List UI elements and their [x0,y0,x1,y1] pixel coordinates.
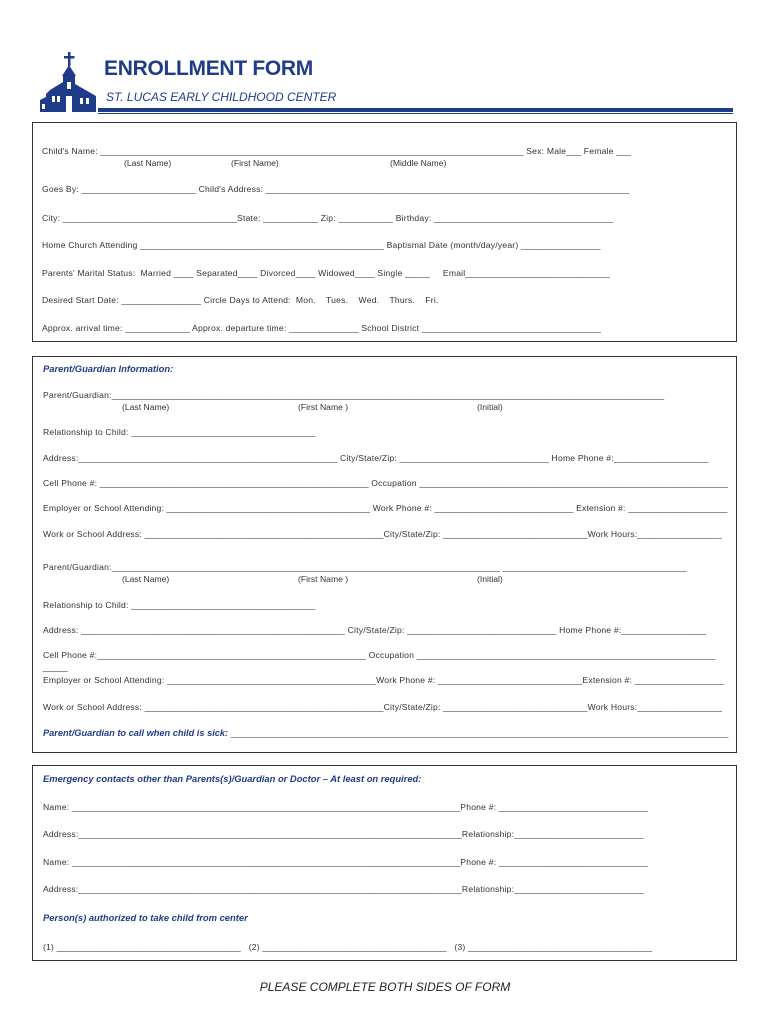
guardian1-cell-field[interactable]: Cell Phone #: ______________________________________________________ Occupation ______________________________________________________________ [43,478,729,488]
guardian1-employer-field[interactable]: Employer or School Attending: _________________________________________ Work Phone #: ____________________________ Extension #: ____________________ [43,503,728,513]
guardian1-name-field[interactable]: Parent/Guardian:_______________________________________________________________________________________________________________ [43,390,665,400]
authorized-persons-heading: Person(s) authorized to take child from center [43,912,248,923]
child-last-name-caption: (Last Name) [124,158,172,168]
church-icon [38,52,100,114]
center-name: ST. LUCAS EARLY CHILDHOOD CENTER [106,90,337,104]
guardian1-initial-caption: (Initial) [477,402,503,412]
guardian2-address-field[interactable]: Address: _____________________________________________________ City/State/Zip: ______________________________ Home Phone #:_________________ [43,625,707,635]
guardian1-first-caption: (First Name ) [298,402,349,412]
form-title: ENROLLMENT FORM [104,57,313,80]
emergency2-name-field[interactable]: Name: ______________________________________________________________________________Phone #: ______________________________ [43,857,649,867]
sick-contact-heading: Parent/Guardian to call when child is sick: [43,727,229,738]
guardian2-relationship-field[interactable]: Relationship to Child: _____________________________________ [43,600,316,610]
arrival-time-field[interactable]: Approx. arrival time: _____________ Approx. departure time: ______________ School District ____________________________________ [42,323,602,333]
child-first-name-caption: (First Name) [231,158,279,168]
goes-by-field[interactable]: Goes By: _______________________ Child's Address: _________________________________________________________________________ [42,184,630,194]
sick-contact-line[interactable]: _________________________________________________________________________________________________ [228,727,729,738]
guardian2-work-address-field[interactable]: Work or School Address: ________________________________________________City/State/Zip: _____________________________Work Hours:_________________ [43,702,723,712]
parent-info-heading: Parent/Guardian Information: [43,363,174,374]
marital-status-field[interactable]: Parents' Marital Status: Married ____ Separated____ Divorced____ Widowed____ Single _____ Email_____________________________ [42,268,610,278]
emergency1-name-field[interactable]: Name: ______________________________________________________________________________Phone #: ______________________________ [43,802,649,812]
guardian1-relationship-field[interactable]: Relationship to Child: _____________________________________ [43,427,316,437]
guardian1-work-address-field[interactable]: Work or School Address: ________________________________________________City/State/Zip: _____________________________Work Hours:_________________ [43,529,723,539]
child-middle-name-caption: (Middle Name) [390,158,447,168]
guardian2-first-caption: (First Name ) [298,574,349,584]
guardian1-address-field[interactable]: Address:____________________________________________________ City/State/Zip: ______________________________ Home Phone #:___________________ [43,453,709,463]
emergency-heading: Emergency contacts other than Parents(s)/Guardian or Doctor – At least on required: [43,773,422,784]
city-field[interactable]: City: ___________________________________State: ___________ Zip: ___________ Birthday: ____________________________________ [42,213,614,223]
emergency2-address-field[interactable]: Address:_____________________________________________________________________________Relationship:__________________________ [43,884,644,894]
guardian2-initial-caption: (Initial) [477,574,503,584]
sick-contact-field[interactable] [43,727,728,739]
guardian2-cell-continuation: _____ [43,662,68,672]
home-church-field[interactable]: Home Church Attending _________________________________________________ Baptismal Date (month/day/year) ________________ [42,240,601,250]
header-rule-thin [98,113,733,114]
start-date-field[interactable]: Desired Start Date: ________________ Circle Days to Attend: Mon. Tues. Wed. Thurs. Fri. [42,295,439,305]
authorized-persons-field[interactable]: (1) _____________________________________ (2) _____________________________________ (3) _____________________________________ [43,942,653,952]
guardian2-cell-field[interactable]: Cell Phone #:______________________________________________________ Occupation ____________________________________________________________ [43,650,716,660]
guardian2-employer-field[interactable]: Employer or School Attending: __________________________________________Work Phone #: _____________________________Extension #: __________________ [43,675,725,685]
guardian1-last-caption: (Last Name) [122,402,170,412]
guardian2-last-caption: (Last Name) [122,574,170,584]
header-rule [98,108,733,112]
guardian2-name-field[interactable]: Parent/Guardian:______________________________________________________________________________ _____________________________________ [43,562,687,572]
footer-note: PLEASE COMPLETE BOTH SIDES OF FORM [259,980,511,994]
emergency1-address-field[interactable]: Address:_____________________________________________________________________________Relationship:__________________________ [43,829,644,839]
parent-info-section [32,356,737,753]
child-name-field[interactable]: Child's Name: _____________________________________________________________________________________ Sex: Male___ Female ___ [42,146,632,156]
